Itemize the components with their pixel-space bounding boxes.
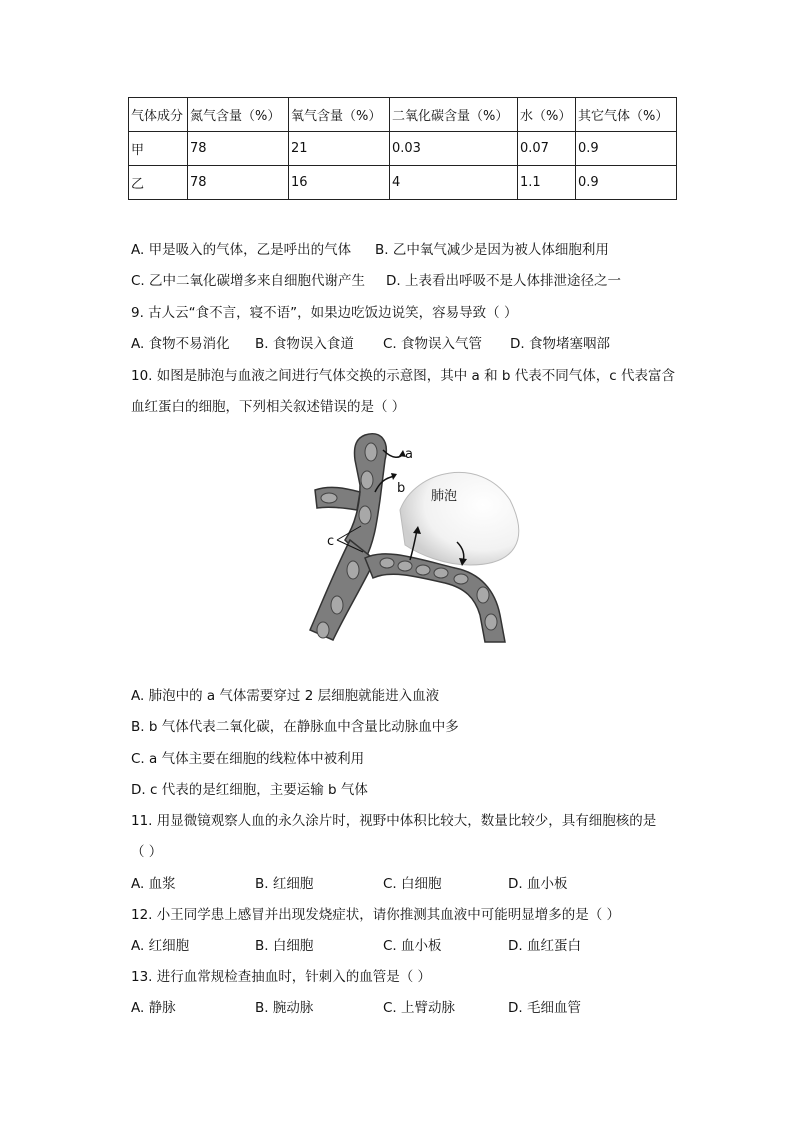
q8-option-d: D. 上表看出呼吸不是人体排泄途径之一 <box>386 273 621 289</box>
label-c: c <box>327 534 335 549</box>
q10-option-c: C. a 气体主要在细胞的线粒体中被利用 <box>131 751 365 767</box>
q13-stem: 13. 进行血常规检查抽血时，针刺入的血管是（ ） <box>131 969 432 985</box>
table-header-row <box>129 98 677 132</box>
q11-option-b: B. 红细胞 <box>255 876 314 892</box>
table-header-cell: 气体成分 <box>129 98 188 132</box>
table-header-cell: 氮气含量（%） <box>188 98 289 132</box>
q8-option-b: B. 乙中氧气减少是因为被人体细胞利用 <box>375 242 609 258</box>
alveolus-diagram <box>305 430 520 645</box>
table-cell: 1.1 <box>518 166 576 200</box>
table-cell: 16 <box>289 166 390 200</box>
alveolus-gas-exchange-figure <box>305 430 520 645</box>
q12-option-d: D. 血红蛋白 <box>508 938 581 954</box>
table-cell: 0.07 <box>518 132 576 166</box>
q8-option-c: C. 乙中二氧化碳增多来自细胞代谢产生 <box>131 273 366 289</box>
label-b: b <box>397 481 406 496</box>
q11-stem-line2: （ ） <box>131 844 163 860</box>
q11-option-c: C. 白细胞 <box>383 876 442 892</box>
table-cell: 乙 <box>129 166 188 200</box>
table-header-cell: 二氧化碳含量（%） <box>390 98 518 132</box>
gas-composition-table <box>128 97 677 200</box>
table-header-cell: 水（%） <box>518 98 576 132</box>
q11-stem-line1: 11. 用显微镜观察人血的永久涂片时，视野中体积比较大，数量比较少，具有细胞核的是 <box>131 813 657 829</box>
table-cell: 0.9 <box>576 132 677 166</box>
q9-option-b: B. 食物误入食道 <box>255 336 354 352</box>
label-a: a <box>405 447 413 462</box>
q11-option-a: A. 血浆 <box>131 876 176 892</box>
q10-stem-line1: 10. 如图是肺泡与血液之间进行气体交换的示意图，其中 a 和 b 代表不同气体，c 代表富含 <box>131 368 675 384</box>
table-row <box>129 132 677 166</box>
q8-option-a: A. 甲是吸入的气体，乙是呼出的气体 <box>131 242 352 258</box>
table-header-cell: 氧气含量（%） <box>289 98 390 132</box>
table-cell: 4 <box>390 166 518 200</box>
q12-stem: 12. 小王同学患上感冒并出现发烧症状，请你推测其血液中可能明显增多的是（ ） <box>131 907 621 923</box>
q13-option-d: D. 毛细血管 <box>508 1000 581 1016</box>
q9-option-d: D. 食物堵塞咽部 <box>510 336 610 352</box>
table-cell: 78 <box>188 132 289 166</box>
table-cell: 甲 <box>129 132 188 166</box>
q12-option-a: A. 红细胞 <box>131 938 190 954</box>
q13-option-c: C. 上臂动脉 <box>383 1000 456 1016</box>
table-header-cell: 其它气体（%） <box>576 98 677 132</box>
table-cell: 0.03 <box>390 132 518 166</box>
table-cell: 21 <box>289 132 390 166</box>
q13-option-a: A. 静脉 <box>131 1000 176 1016</box>
q10-option-d: D. c 代表的是红细胞，主要运输 b 气体 <box>131 782 368 798</box>
q11-option-d: D. 血小板 <box>508 876 568 892</box>
q10-stem-line2: 血红蛋白的细胞，下列相关叙述错误的是（ ） <box>131 399 406 415</box>
table-cell: 0.9 <box>576 166 677 200</box>
table-cell: 78 <box>188 166 289 200</box>
q9-option-c: C. 食物误入气管 <box>383 336 483 352</box>
q10-option-a: A. 肺泡中的 a 气体需要穿过 2 层细胞就能进入血液 <box>131 688 440 704</box>
table-row <box>129 166 677 200</box>
q10-option-b: B. b 气体代表二氧化碳，在静脉血中含量比动脉血中多 <box>131 719 459 735</box>
q12-option-b: B. 白细胞 <box>255 938 314 954</box>
alveolus-sac <box>400 472 519 565</box>
q9-option-a: A. 食物不易消化 <box>131 336 230 352</box>
q9-stem: 9. 古人云“食不言，寝不语”，如果边吃饭边说笑，容易导致（ ） <box>131 305 518 321</box>
q13-option-b: B. 腕动脉 <box>255 1000 314 1016</box>
label-alveolus: 肺泡 <box>431 489 458 504</box>
q12-option-c: C. 血小板 <box>383 938 442 954</box>
